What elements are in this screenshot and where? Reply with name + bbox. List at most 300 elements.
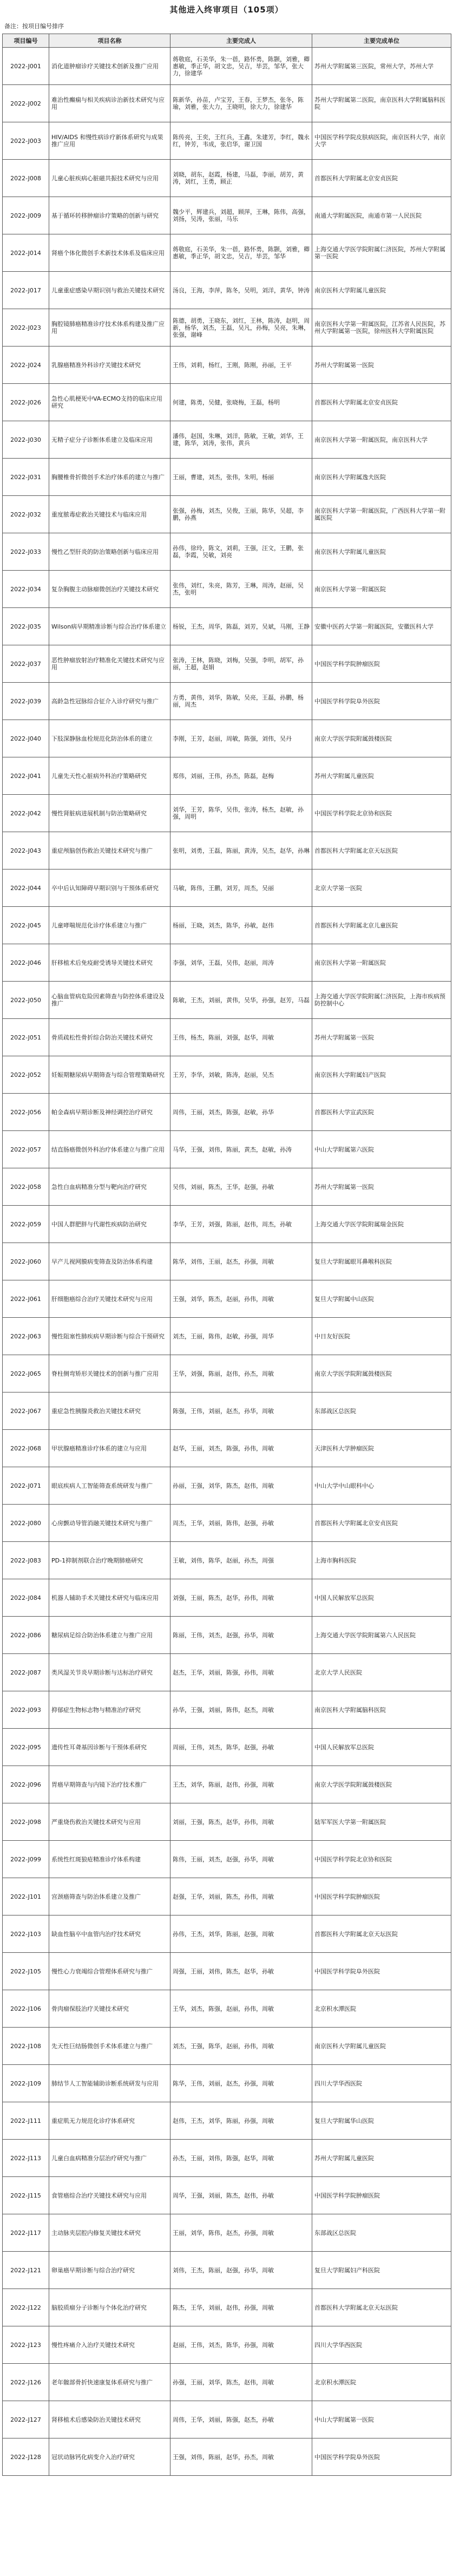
project-name-cell: 骨肉瘤保肢治疗关键技术研究 — [49, 1990, 170, 2028]
project-name-cell: 复杂胸腹主动脉瘤微创治疗关键技术研究 — [49, 571, 170, 608]
project-name-cell: 儿童哮喘规范化诊疗体系建立与推广 — [49, 907, 170, 944]
table-row — [3, 907, 451, 944]
main-contributors-cell: 王杰，刘华，陈丽，赵伟，孙强，周敏 — [170, 1766, 312, 1803]
main-contributors-cell: 王强，刘华，陈杰，赵丽，孙伟，周敏 — [170, 1280, 312, 1318]
main-institutions-cell: 苏州大学附属第二医院，南京医科大学附属脑科医院 — [312, 85, 451, 122]
project-code-cell: 2022-J040 — [3, 720, 49, 757]
main-contributors-cell: 张强，孙梅，刘杰，吴俊，王丽，陈华，吴超，李鹏，孙燕 — [170, 496, 312, 533]
main-institutions-cell: 首都医科大学附属北京儿童医院 — [312, 907, 451, 944]
main-contributors-cell: 王华，刘杰，陈强，赵丽，孙伟，周敏 — [170, 1990, 312, 2028]
project-code-cell: 2022-J060 — [3, 1243, 49, 1280]
project-code-cell: 2022-J065 — [3, 1355, 49, 1392]
table-row — [3, 1542, 451, 1579]
table-row — [3, 272, 451, 309]
main-institutions-cell: 四川大学华西医院 — [312, 2326, 451, 2364]
project-code-cell: 2022-J002 — [3, 85, 49, 122]
main-institutions-cell: 上海交通大学医学院附属第六人民医院 — [312, 1617, 451, 1654]
project-code-cell: 2022-J099 — [3, 1841, 49, 1878]
main-institutions-cell: 中国医学科学院北京协和医院 — [312, 1841, 451, 1878]
table-row — [3, 2028, 451, 2065]
project-code-cell: 2022-J084 — [3, 1579, 49, 1617]
main-contributors-cell: 杨丽，王晓，刘杰，陈华，孙敏，赵伟 — [170, 907, 312, 944]
main-institutions-cell: 北京大学人民医院 — [312, 1654, 451, 1691]
project-code-cell: 2022-J106 — [3, 1990, 49, 2028]
main-institutions-cell: 中山大学附属第一医院 — [312, 2401, 451, 2438]
project-name-cell: 甲状腺癌精准诊疗体系的建立与应用 — [49, 1430, 170, 1467]
main-contributors-cell: 李强，刘华，王磊，吴伟，赵丽，周涛 — [170, 944, 312, 982]
project-name-cell: 肝移植术后免疫耐受诱导关键技术研究 — [49, 944, 170, 982]
project-code-cell: 2022-J121 — [3, 2252, 49, 2289]
table-row — [3, 234, 451, 272]
project-name-cell: 慢性阻塞性肺疾病早期诊断与综合干预研究 — [49, 1318, 170, 1355]
sort-note: 备注：按项目编号排序 — [4, 23, 64, 30]
project-code-cell: 2022-J045 — [3, 907, 49, 944]
project-name-cell: 下肢深静脉血栓规范化防治体系的建立 — [49, 720, 170, 757]
main-contributors-cell: 孙丽，王强，刘华，陈杰，赵伟，周敏 — [170, 1467, 312, 1505]
main-contributors-cell: 陈敏，王杰，刘丽，黄伟，吴华，孙强，赵芳，马磊 — [170, 982, 312, 1019]
main-contributors-cell: 何建，陈勇，吴健，张晓梅，王磊，杨明 — [170, 384, 312, 421]
table-row — [3, 571, 451, 608]
main-institutions-cell: 北京大学第一医院 — [312, 869, 451, 907]
project-name-cell: 基于循环转移肿瘤诊疗策略的创新与研究 — [49, 197, 170, 234]
project-name-cell: 妊娠期糖尿病早期筛查与综合管理策略研究 — [49, 1056, 170, 1094]
project-code-cell: 2022-J105 — [3, 1953, 49, 1990]
project-name-cell: 肾癌个体化微创手术新技术体系及临床应用 — [49, 234, 170, 272]
project-code-cell: 2022-J095 — [3, 1729, 49, 1766]
project-name-cell: 抑郁症生物标志物与精准治疗研究 — [49, 1691, 170, 1729]
main-contributors-cell: 张涛，王林，陈晓，刘梅，吴强，李明，胡军，孙丽，王超，赵娟 — [170, 645, 312, 683]
project-code-cell: 2022-J046 — [3, 944, 49, 982]
main-institutions-cell: 四川大学华西医院 — [312, 2065, 451, 2102]
table-row — [3, 1654, 451, 1691]
table-row — [3, 1280, 451, 1318]
table-row — [3, 1355, 451, 1392]
main-institutions-cell: 中山大学附属第六医院 — [312, 1131, 451, 1168]
main-institutions-cell: 中国医学科学院肿瘤医院 — [312, 645, 451, 683]
table-row — [3, 1878, 451, 1915]
table-row — [3, 645, 451, 683]
main-institutions-cell: 中国医学科学院肿瘤医院 — [312, 1878, 451, 1915]
project-name-cell: 恶性肿瘤放射治疗精准化关键技术研究与应用 — [49, 645, 170, 683]
table-row — [3, 384, 451, 421]
project-name-cell: 心房颤动导管消融关键技术研究与推广 — [49, 1505, 170, 1542]
project-code-cell: 2022-J117 — [3, 2214, 49, 2252]
table-row — [3, 1691, 451, 1729]
project-name-cell: 急性白血病精准分型与靶向治疗研究 — [49, 1168, 170, 1206]
main-contributors-cell: 李华，王芳，刘强，陈丽，赵伟，周杰，孙敏 — [170, 1206, 312, 1243]
project-name-cell: 胸腰椎骨折微创手术治疗体系的建立与推广 — [49, 459, 170, 496]
project-code-cell: 2022-J044 — [3, 869, 49, 907]
project-name-cell: 急性心肌梗死中VA-ECMO支持的临床应用研究 — [49, 384, 170, 421]
main-contributors-cell: 赵丽，王伟，刘杰，陈华，孙强，周敏 — [170, 2326, 312, 2364]
main-contributors-cell: 王伟，杨杰，陈丽，刘强，赵华，周敏 — [170, 1019, 312, 1056]
main-contributors-cell: 赵强，王华，刘丽，陈杰，孙伟，周敏 — [170, 1878, 312, 1915]
project-code-cell: 2022-J071 — [3, 1467, 49, 1505]
project-code-cell: 2022-J030 — [3, 421, 49, 459]
page-title: 其他进入终审项目（105项） — [169, 5, 284, 15]
header-institution: 主要完成单位 — [312, 34, 451, 48]
project-code-cell: 2022-J123 — [3, 2326, 49, 2364]
main-institutions-cell: 中国医学科学院北京协和医院 — [312, 795, 451, 832]
main-institutions-cell: 中国人民解放军总医院 — [312, 1729, 451, 1766]
table-row — [3, 795, 451, 832]
main-contributors-cell: 周伟，王华，刘丽，陈强，赵杰，孙敏 — [170, 2401, 312, 2438]
table-row — [3, 197, 451, 234]
main-institutions-cell: 天津医科大学肿瘤医院 — [312, 1430, 451, 1467]
table-row — [3, 533, 451, 571]
project-code-cell: 2022-J113 — [3, 2140, 49, 2177]
main-contributors-cell: 孙杰，王丽，刘伟，陈强，赵华，周敏 — [170, 2140, 312, 2177]
main-contributors-cell: 刘杰，王丽，陈伟，赵敏，孙强，周华 — [170, 1318, 312, 1355]
project-name-cell: 先天性巨结肠微创手术体系建立与推广 — [49, 2028, 170, 2065]
project-code-cell: 2022-J014 — [3, 234, 49, 272]
project-name-cell: 慢性心力衰竭综合管理体系研究与推广 — [49, 1953, 170, 1990]
project-name-cell: 结直肠癌微创外科治疗体系建立与推广应用 — [49, 1131, 170, 1168]
main-institutions-cell: 北京积水潭医院 — [312, 2364, 451, 2401]
main-contributors-cell: 赵华，王丽，刘杰，陈强，孙伟，周敏 — [170, 1430, 312, 1467]
table-row — [3, 496, 451, 533]
table-row — [3, 2140, 451, 2177]
main-contributors-cell: 王伟，刘莉，杨红，王刚，陈刚，孙丽，王平 — [170, 346, 312, 384]
main-contributors-cell: 王强，刘伟，陈丽，赵华，孙杰，周敏 — [170, 2438, 312, 2476]
table-row — [3, 2177, 451, 2214]
table-row — [3, 160, 451, 197]
main-institutions-cell: 南京医科大学附属妇产医院 — [312, 1056, 451, 1094]
table-row — [3, 421, 451, 459]
main-contributors-cell: 陈传亮，王奕，王红兵，王鑫，朱建芳，李红，魏永红，钟芳，韦成，张启华，谢卫国 — [170, 122, 312, 160]
header-people: 主要完成人 — [170, 34, 312, 48]
project-code-cell: 2022-J039 — [3, 683, 49, 720]
main-contributors-cell: 周伟，王丽，刘杰，陈强，赵敏，孙华 — [170, 1094, 312, 1131]
table-row — [3, 2252, 451, 2289]
table-row — [3, 122, 451, 160]
main-contributors-cell: 陈新华，孙苗，卢宝芳，王春，王梦杰，张冬，陈瑜，刘雅，张大力，王晓明，徐大力，徐建华 — [170, 85, 312, 122]
project-name-cell: PD-1抑制剂联合治疗晚期肺癌研究 — [49, 1542, 170, 1579]
table-row — [3, 683, 451, 720]
main-contributors-cell: 孙华，王强，刘丽，陈伟，赵杰，周敏 — [170, 1691, 312, 1729]
main-contributors-cell: 刘晓，胡东，赵霞，杨建，马磊，李丽，胡芳，黄涛，刘红，王勇，顾正 — [170, 160, 312, 197]
project-name-cell: 慢性乙型肝炎的防治策略创新与临床应用 — [49, 533, 170, 571]
project-name-cell: 冠状动脉钙化病变介入治疗研究 — [49, 2438, 170, 2476]
project-name-cell: 儿童白血病精准分层治疗研究与推广 — [49, 2140, 170, 2177]
main-contributors-cell: 汤良，王海，李萍，陈冬，吴明，刘洋，黄华，钟涛 — [170, 272, 312, 309]
project-table — [2, 34, 451, 2476]
main-institutions-cell: 复旦大学附属妇产科医院 — [312, 2252, 451, 2289]
project-code-cell: 2022-J058 — [3, 1168, 49, 1206]
main-institutions-cell: 南京医科大学第一附属医院，广西医科大学第一附属医院 — [312, 496, 451, 533]
project-name-cell: 心脑血管病危险因素筛查与防控体系建设及推广 — [49, 982, 170, 1019]
project-name-cell: 肾移植术后感染防治关键技术研究 — [49, 2401, 170, 2438]
project-code-cell: 2022-J056 — [3, 1094, 49, 1131]
table-row — [3, 608, 451, 645]
table-row — [3, 1841, 451, 1878]
project-name-cell: 重症颅脑创伤救治关键技术研究与推广 — [49, 832, 170, 869]
main-institutions-cell: 南京大学医学院附属鼓楼医院 — [312, 1766, 451, 1803]
main-contributors-cell: 李刚，王芳，赵丽，周敏，陈强，刘伟，吴丹 — [170, 720, 312, 757]
project-code-cell: 2022-J068 — [3, 1430, 49, 1467]
main-institutions-cell: 中国人民解放军总医院 — [312, 1579, 451, 1617]
project-code-cell: 2022-J080 — [3, 1505, 49, 1542]
project-name-cell: 难治性癫痫与相关疾病诊治新技术研究与应用 — [49, 85, 170, 122]
project-code-cell: 2022-J024 — [3, 346, 49, 384]
main-contributors-cell: 方勇，黄伟，刘华，陈敏，吴亮，王磊，孙鹏，杨丽，周杰 — [170, 683, 312, 720]
table-row — [3, 2289, 451, 2326]
main-institutions-cell: 南京医科大学附属儿童医院 — [312, 533, 451, 571]
main-contributors-cell: 周华，王强，刘丽，陈杰，赵伟，孙敏 — [170, 2177, 312, 2214]
project-name-cell: 慢性肾脏病进展机制与防治策略研究 — [49, 795, 170, 832]
main-contributors-cell: 陈丽，王伟，刘杰，赵强，孙华，周敏 — [170, 1617, 312, 1654]
project-code-cell: 2022-J035 — [3, 608, 49, 645]
project-code-cell: 2022-J051 — [3, 1019, 49, 1056]
main-contributors-cell: 蒋敬庭，石美华，朱一蓓，路怀勇，陈颢，刘雅，卿惠敏，季正华，胡文忠，吴吉，毕芸，邹华 — [170, 234, 312, 272]
main-institutions-cell: 南京医科大学附属儿童医院 — [312, 2028, 451, 2065]
project-name-cell: 主动脉夹层腔内修复关键技术研究 — [49, 2214, 170, 2252]
main-institutions-cell: 上海交通大学医学院附属瑞金医院 — [312, 1206, 451, 1243]
main-contributors-cell: 魏少平，辉建兵，刘超，顾萍，王琳，陈伟，高强，刘扬，吴涛，张丽，马乐 — [170, 197, 312, 234]
main-contributors-cell: 孙伟，王杰，刘华，陈丽，赵强，周敏 — [170, 1915, 312, 1953]
main-institutions-cell: 东部战区总医院 — [312, 1392, 451, 1430]
project-code-cell: 2022-J059 — [3, 1206, 49, 1243]
table-body — [3, 48, 451, 2476]
project-code-cell: 2022-J127 — [3, 2401, 49, 2438]
header-name: 项目名称 — [49, 34, 170, 48]
project-name-cell: 眼底疾病人工智能筛查系统研发与推广 — [49, 1467, 170, 1505]
main-institutions-cell: 复旦大学附属中山医院 — [312, 1280, 451, 1318]
main-institutions-cell: 首都医科大学附属北京天坛医院 — [312, 832, 451, 869]
project-name-cell: 系统性红斑狼疮精准诊疗体系构建 — [49, 1841, 170, 1878]
project-code-cell: 2022-J098 — [3, 1803, 49, 1841]
table-row — [3, 309, 451, 346]
main-contributors-cell: 刘伟，王杰，陈丽，赵强，孙华，周敏 — [170, 2252, 312, 2289]
project-name-cell: 脑胶质瘤分子诊断与个体化治疗研究 — [49, 2289, 170, 2326]
project-name-cell: 老年髋部骨折快速康复体系研究与推广 — [49, 2364, 170, 2401]
project-name-cell: 重度脓毒症救治关键技术与临床应用 — [49, 496, 170, 533]
main-contributors-cell: 郑伟，刘丽，王伟，孙杰，陈磊，赵梅 — [170, 757, 312, 795]
table-row — [3, 2364, 451, 2401]
project-code-cell: 2022-J026 — [3, 384, 49, 421]
table-row — [3, 1168, 451, 1206]
project-name-cell: 胃癌早期筛查与内镜下治疗技术推广 — [49, 1766, 170, 1803]
main-contributors-cell: 王华，刘强，陈丽，赵伟，孙杰，周敏 — [170, 1355, 312, 1392]
main-contributors-cell: 刘杰，王强，陈华，赵丽，孙伟，周敏 — [170, 2028, 312, 2065]
main-contributors-cell: 周丽，王伟，刘杰，陈华，赵强，孙敏 — [170, 1729, 312, 1766]
main-institutions-cell: 中日友好医院 — [312, 1318, 451, 1355]
table-row — [3, 1915, 451, 1953]
main-contributors-cell: 马敏，陈伟，王鹏，刘芳，周杰，吴丽 — [170, 869, 312, 907]
main-contributors-cell: 陈华，刘伟，王丽，赵杰，孙强，周敏 — [170, 1243, 312, 1280]
project-name-cell: 严重烧伤救治关键技术研究与应用 — [49, 1803, 170, 1841]
main-institutions-cell: 安徽中医药大学第一附属医院，安徽医科大学 — [312, 608, 451, 645]
table-row — [3, 720, 451, 757]
main-institutions-cell: 中山大学中山眼科中心 — [312, 1467, 451, 1505]
main-institutions-cell: 南京医科大学附属脑科医院 — [312, 1691, 451, 1729]
main-institutions-cell: 南京大学医学院附属鼓楼医院 — [312, 720, 451, 757]
main-institutions-cell: 南京大学医学院附属鼓楼医院 — [312, 1355, 451, 1392]
table-row — [3, 757, 451, 795]
main-institutions-cell: 南京医科大学第一附属医院 — [312, 571, 451, 608]
main-institutions-cell: 中国医学科学院肿瘤医院 — [312, 2177, 451, 2214]
project-name-cell: 缺血性脑卒中血管内治疗技术研究 — [49, 1915, 170, 1953]
table-row — [3, 1579, 451, 1617]
project-name-cell: 类风湿关节炎早期诊断与达标治疗研究 — [49, 1654, 170, 1691]
main-contributors-cell: 王芳，李华，刘敏，陈涛，赵丽，吴杰 — [170, 1056, 312, 1094]
main-contributors-cell: 陈伟，王丽，刘杰，赵强，孙华，周敏 — [170, 1841, 312, 1878]
main-institutions-cell: 首都医科大学宣武医院 — [312, 1094, 451, 1131]
main-institutions-cell: 中国医学科学院阜外医院 — [312, 683, 451, 720]
main-contributors-cell: 周杰，王华，刘丽，陈伟，赵强，孙敏 — [170, 1505, 312, 1542]
table-row — [3, 1505, 451, 1542]
table-row — [3, 1803, 451, 1841]
project-code-cell: 2022-J031 — [3, 459, 49, 496]
project-name-cell: 帕金森病早期诊断及神经调控治疗研究 — [49, 1094, 170, 1131]
project-code-cell: 2022-J096 — [3, 1766, 49, 1803]
project-name-cell: 中国人群肥胖与代谢性疾病防治研究 — [49, 1206, 170, 1243]
project-code-cell: 2022-J087 — [3, 1654, 49, 1691]
project-code-cell: 2022-J023 — [3, 309, 49, 346]
main-institutions-cell: 首都医科大学附属北京安贞医院 — [312, 384, 451, 421]
table-row — [3, 1019, 451, 1056]
main-institutions-cell: 首都医科大学附属北京安贞医院 — [312, 1505, 451, 1542]
project-code-cell: 2022-J042 — [3, 795, 49, 832]
project-code-cell: 2022-J108 — [3, 2028, 49, 2065]
project-code-cell: 2022-J061 — [3, 1280, 49, 1318]
table-row — [3, 2401, 451, 2438]
project-code-cell: 2022-J033 — [3, 533, 49, 571]
project-code-cell: 2022-J086 — [3, 1617, 49, 1654]
main-contributors-cell: 蒋敬庭，石美华，朱一蓓，路怀勇，陈颢，刘雅，卿惠敏，季正华，胡文忠，吴吉，毕芸，邹华，张大力，徐建华 — [170, 48, 312, 85]
project-name-cell: 消化道肿瘤诊疗关键技术创新及推广应用 — [49, 48, 170, 85]
project-name-cell: 高龄急性冠脉综合征介入诊疗研究与推广 — [49, 683, 170, 720]
main-contributors-cell: 王丽，刘华，陈伟，赵杰，孙强，周敏 — [170, 2214, 312, 2252]
project-code-cell: 2022-J093 — [3, 1691, 49, 1729]
main-institutions-cell: 中国医学科学院阜外医院 — [312, 2438, 451, 2476]
main-institutions-cell: 首都医科大学附属北京安贞医院 — [312, 160, 451, 197]
table-row — [3, 85, 451, 122]
main-contributors-cell: 赵伟，王杰，刘华，陈丽，孙强，周敏 — [170, 2102, 312, 2140]
project-name-cell: 卒中后认知障碍早期识别与干预体系研究 — [49, 869, 170, 907]
main-contributors-cell: 孙伟，徐玲，陈文，刘莉，王强，汪文，王鹏，张磊，李霞，吴敏，刘亮 — [170, 533, 312, 571]
table-row — [3, 459, 451, 496]
project-code-cell: 2022-J057 — [3, 1131, 49, 1168]
project-code-cell: 2022-J115 — [3, 2177, 49, 2214]
main-contributors-cell: 王敏，刘伟，陈华，赵丽，孙杰，周强 — [170, 1542, 312, 1579]
project-name-cell: Wilson病早期精准诊断与综合治疗体系建立 — [49, 608, 170, 645]
project-code-cell: 2022-J111 — [3, 2102, 49, 2140]
main-institutions-cell: 复旦大学附属眼耳鼻喉科医院 — [312, 1243, 451, 1280]
project-code-cell: 2022-J041 — [3, 757, 49, 795]
project-code-cell: 2022-J128 — [3, 2438, 49, 2476]
project-name-cell: 脊柱侧弯矫形关键技术的创新与推广应用 — [49, 1355, 170, 1392]
project-code-cell: 2022-J063 — [3, 1318, 49, 1355]
project-code-cell: 2022-J043 — [3, 832, 49, 869]
table-row — [3, 1766, 451, 1803]
main-institutions-cell: 首都医科大学附属北京天坛医院 — [312, 1915, 451, 1953]
table-row — [3, 1392, 451, 1430]
table-row — [3, 1056, 451, 1094]
main-institutions-cell: 中国医学科学院阜外医院 — [312, 1953, 451, 1990]
main-contributors-cell: 周强，王丽，刘伟，陈杰，赵华，孙敏 — [170, 1953, 312, 1990]
main-institutions-cell: 苏州大学附属第一医院 — [312, 1019, 451, 1056]
project-code-cell: 2022-J003 — [3, 122, 49, 160]
project-code-cell: 2022-J001 — [3, 48, 49, 85]
main-contributors-cell: 杨锐，王杰，周华，陈磊，刘芳，吴斌，马刚，王静 — [170, 608, 312, 645]
project-name-cell: 机器人辅助手术关键技术研究与临床应用 — [49, 1579, 170, 1617]
project-code-cell: 2022-J083 — [3, 1542, 49, 1579]
project-code-cell: 2022-J126 — [3, 2364, 49, 2401]
main-institutions-cell: 上海交通大学医学院附属仁济医院，上海市疾病预防控制中心 — [312, 982, 451, 1019]
project-name-cell: 慢性疼痛介入治疗关键技术研究 — [49, 2326, 170, 2364]
project-name-cell: 儿童心脏疾病心脏磁共振技术研究与应用 — [49, 160, 170, 197]
table-row — [3, 2438, 451, 2476]
main-institutions-cell: 苏州大学附属第一医院 — [312, 346, 451, 384]
main-institutions-cell: 南京医科大学第一附属医院，江苏省人民医院，苏州大学附属第一医院，徐州医科大学附属医院 — [312, 309, 451, 346]
project-name-cell: 重症肌无力规范化诊疗体系研究 — [49, 2102, 170, 2140]
main-contributors-cell: 陈华，王伟，刘丽，赵杰，孙强，周敏 — [170, 2065, 312, 2102]
project-name-cell: 糖尿病足综合防治体系建立与推广应用 — [49, 1617, 170, 1654]
main-contributors-cell: 刘丽，王强，陈杰，赵华，孙伟，周敏 — [170, 1803, 312, 1841]
project-code-cell: 2022-J052 — [3, 1056, 49, 1094]
project-code-cell: 2022-J037 — [3, 645, 49, 683]
main-institutions-cell: 南通大学附属医院，南通市第一人民医院 — [312, 197, 451, 234]
main-institutions-cell: 上海交通大学医学院附属仁济医院，苏州大学附属第一医院 — [312, 234, 451, 272]
main-contributors-cell: 陈杰，王华，刘丽，赵伟，孙强，周敏 — [170, 2289, 312, 2326]
main-contributors-cell: 陈德，胡勇，王晓东，刘红，王林，陈涛，赵明，周新，杨华，刘杰，王磊，吴凡，孙梅，吴亮，朱琳，张强，谢峰 — [170, 309, 312, 346]
project-code-cell: 2022-J067 — [3, 1392, 49, 1430]
table-row — [3, 869, 451, 907]
main-institutions-cell: 上海市胸科医院 — [312, 1542, 451, 1579]
main-institutions-cell: 苏州大学附属第一医院 — [312, 1168, 451, 1206]
main-contributors-cell: 陈强，王伟，刘丽，赵杰，孙华，周敏 — [170, 1392, 312, 1430]
table-row — [3, 1131, 451, 1168]
project-code-cell: 2022-J032 — [3, 496, 49, 533]
project-code-cell: 2022-J017 — [3, 272, 49, 309]
main-institutions-cell: 中国医学科学院皮肤病医院，南京医科大学，南京大学 — [312, 122, 451, 160]
project-name-cell: 骨质疏松性骨折综合防治关键技术研究 — [49, 1019, 170, 1056]
project-code-cell: 2022-J009 — [3, 197, 49, 234]
project-code-cell: 2022-J122 — [3, 2289, 49, 2326]
table-row — [3, 982, 451, 1019]
project-code-cell: 2022-J050 — [3, 982, 49, 1019]
project-name-cell: 宫颈癌筛查与防治体系建立及推广 — [49, 1878, 170, 1915]
main-institutions-cell: 南京医科大学第一附属医院 — [312, 944, 451, 982]
main-institutions-cell: 东部战区总医院 — [312, 2214, 451, 2252]
project-name-cell: 遗传性耳聋基因诊断与干预体系研究 — [49, 1729, 170, 1766]
main-institutions-cell: 南京医科大学第一附属医院，南京医科大学 — [312, 421, 451, 459]
table-row — [3, 2065, 451, 2102]
main-institutions-cell: 苏州大学附属儿童医院 — [312, 757, 451, 795]
table-row — [3, 2102, 451, 2140]
table-row — [3, 1467, 451, 1505]
project-name-cell: 乳腺癌精准外科诊疗关键技术研究 — [49, 346, 170, 384]
main-contributors-cell: 张伟，刘红，朱亮，陈芳，王琳，周涛，赵丽，吴杰，张明 — [170, 571, 312, 608]
project-code-cell: 2022-J103 — [3, 1915, 49, 1953]
main-contributors-cell: 王丽，曹建，刘杰，张伟，朱明，杨丽 — [170, 459, 312, 496]
project-code-cell: 2022-J034 — [3, 571, 49, 608]
table-row — [3, 2214, 451, 2252]
main-institutions-cell: 苏州大学附属儿童医院 — [312, 2140, 451, 2177]
project-name-cell: 儿童先天性心脏病外科治疗策略研究 — [49, 757, 170, 795]
table-row — [3, 346, 451, 384]
project-name-cell: 肺结节人工智能辅助诊断系统研发与应用 — [49, 2065, 170, 2102]
project-name-cell: 无精子症分子诊断体系建立及临床应用 — [49, 421, 170, 459]
main-institutions-cell: 南京医科大学附属儿童医院 — [312, 272, 451, 309]
header-code: 项目编号 — [3, 34, 49, 48]
project-code-cell: 2022-J101 — [3, 1878, 49, 1915]
main-contributors-cell: 吴伟，刘丽，陈杰，王华，赵强，孙敏 — [170, 1168, 312, 1206]
main-contributors-cell: 赵杰，王华，刘丽，陈强，孙伟，周敏 — [170, 1654, 312, 1691]
project-name-cell: 儿童重症感染早期识别与救治关键技术研究 — [49, 272, 170, 309]
project-name-cell: 胸腔镜肺癌精准诊疗技术体系构建及推广应用 — [49, 309, 170, 346]
